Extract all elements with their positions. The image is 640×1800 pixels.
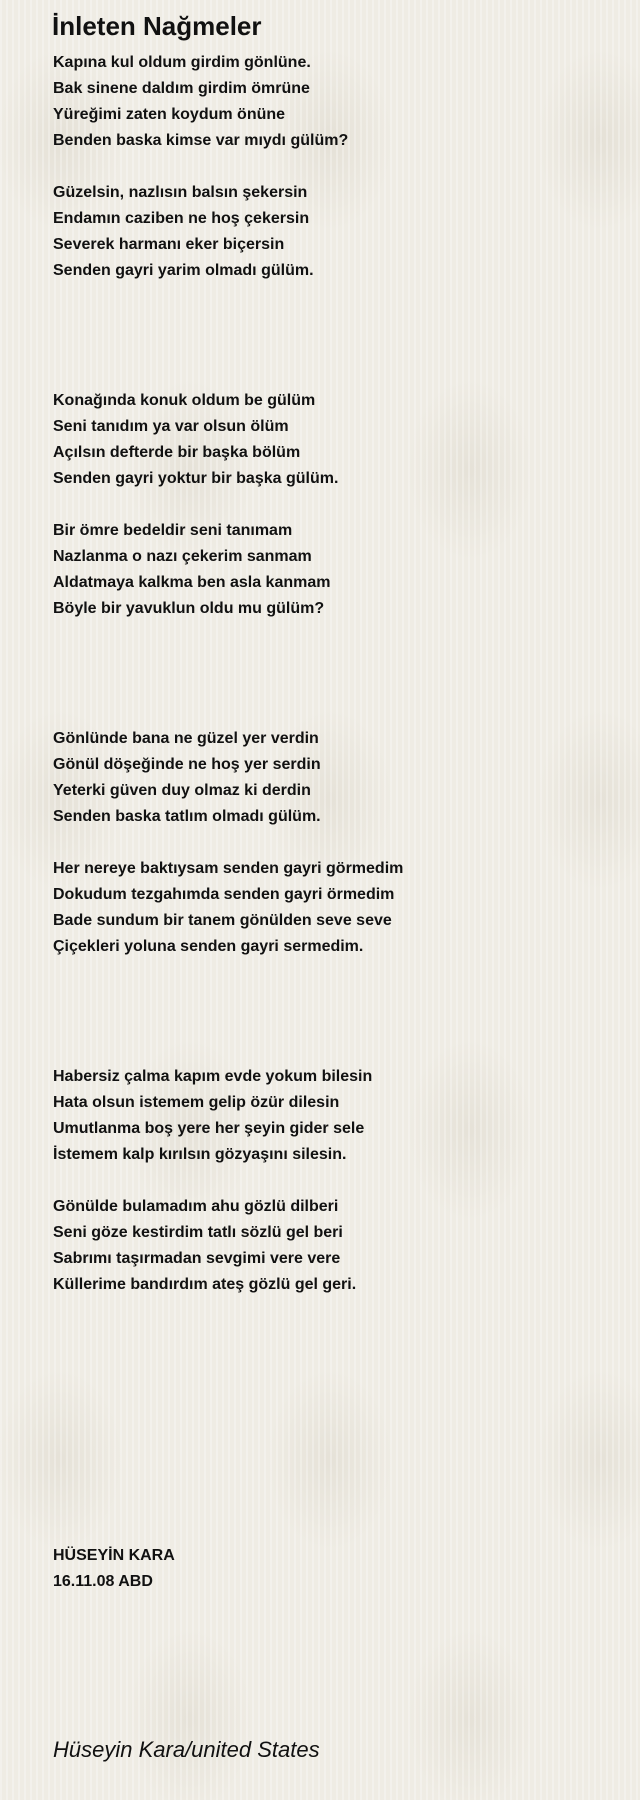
poem-part — [53, 726, 613, 960]
poem-line: Severek harmanı eker biçersin — [53, 236, 285, 253]
poem-line: İstemem kalp kırılsın gözyaşını silesin. — [53, 1146, 347, 1163]
poem-part — [53, 388, 613, 622]
poem-line: Senden baska tatlım olmadı gülüm. — [53, 808, 321, 825]
poem-line: Senden gayri yoktur bir başka gülüm. — [53, 470, 339, 487]
poem-line: Konağında konuk oldum be gülüm — [53, 392, 316, 409]
poem-part — [53, 50, 613, 284]
poem-line: Çiçekleri yoluna senden gayri sermedim. — [53, 938, 364, 955]
poem-stanza — [53, 518, 613, 622]
poem-line: Küllerime bandırdım ateş gözlü gel geri. — [53, 1276, 357, 1293]
poem-stanza — [53, 50, 613, 154]
poem-line: Hata olsun istemem gelip özür dilesin — [53, 1094, 340, 1111]
author-footer: Hüseyin Kara/united States — [53, 1737, 320, 1762]
poem-body — [53, 50, 613, 1298]
poem-line: Umutlanma boş yere her şeyin gider sele — [53, 1120, 365, 1137]
poem-line: Sabrımı taşırmadan sevgimi vere vere — [53, 1250, 341, 1267]
poem-line: Seni tanıdım ya var olsun ölüm — [53, 418, 289, 435]
poem-line: Benden baska kimse var mıydı gülüm? — [53, 132, 349, 149]
poem-line: Bir ömre bedeldir seni tanımam — [53, 522, 293, 539]
poem-line: Dokudum tezgahımda senden gayri örmedim — [53, 886, 395, 903]
poem-stanza — [53, 1194, 613, 1298]
poem-line: Yüreğimi zaten koydum önüne — [53, 106, 286, 123]
poem-stanza — [53, 180, 613, 284]
poem-title: İnleten Nağmeler — [52, 11, 262, 41]
poem-line: Böyle bir yavuklun oldu mu gülüm? — [53, 600, 325, 617]
poem-stanza — [53, 388, 613, 492]
poem-line: Gönül döşeğinde ne hoş yer serdin — [53, 756, 321, 773]
poem-line: Açılsın defterde bir başka bölüm — [53, 444, 301, 461]
author-signature — [53, 1543, 175, 1595]
author-name: HÜSEYİN KARA — [53, 1547, 175, 1564]
poem-line: Bade sundum bir tanem gönülden seve seve — [53, 912, 392, 929]
poem-line: Habersiz çalma kapım evde yokum bilesin — [53, 1068, 373, 1085]
poem-line: Endamın caziben ne hoş çekersin — [53, 210, 310, 227]
poem-line: Seni göze kestirdim tatlı sözlü gel beri — [53, 1224, 343, 1241]
poem-line: Bak sinene daldım girdim ömrüne — [53, 80, 310, 97]
poem-stanza — [53, 856, 613, 960]
poem-line: Gönülde bulamadım ahu gözlü dilberi — [53, 1198, 339, 1215]
poem-line: Senden gayri yarim olmadı gülüm. — [53, 262, 314, 279]
poem-date: 16.11.08 ABD — [53, 1573, 153, 1590]
poem-line: Yeterki güven duy olmaz ki derdin — [53, 782, 311, 799]
poem-line: Kapına kul oldum girdim gönlüne. — [53, 54, 311, 71]
poem-stanza — [53, 726, 613, 830]
poem-stanza — [53, 1064, 613, 1168]
poem-line: Aldatmaya kalkma ben asla kanmam — [53, 574, 331, 591]
poem-line: Nazlanma o nazı çekerim sanmam — [53, 548, 312, 565]
poem-part — [53, 1064, 613, 1298]
poem-line: Gönlünde bana ne güzel yer verdin — [53, 730, 319, 747]
poem-line: Her nereye baktıysam senden gayri görmedim — [53, 860, 404, 877]
poem-line: Güzelsin, nazlısın balsın şekersin — [53, 184, 308, 201]
